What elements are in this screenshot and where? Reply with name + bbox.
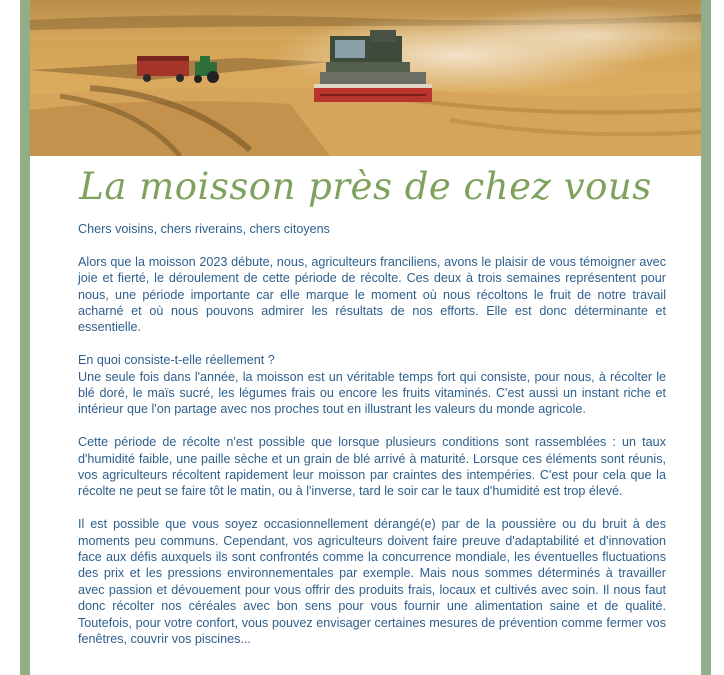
- page-title: La moisson près de chez vous: [79, 165, 652, 208]
- document-content: [30, 0, 701, 675]
- conditions-paragraph: Cette période de récolte n'est possible que lorsque plusieurs conditions sont rassemblées : un taux d'humidité faible, une paille sèche et un grain de blé arrivé à maturité. Lorsque ces éléments sont réunis, vos agriculteurs récoltent rapidement leur moisson par craintes des intempéries. C'est pour cela que la récolte ne peut se faire tôt le matin, ou à l'inverse, tard le soir car le taux d'humidité est trop élevé.: [78, 435, 666, 499]
- greeting-paragraph: Chers voisins, chers riverains, chers citoyens: [78, 222, 330, 236]
- answer-paragraph: Une seule fois dans l'année, la moisson est un véritable temps fort qui consiste, pour nous, à récolter le blé doré, le maïs sucré, les légumes frais ou encore les fruits vitaminés. C'est aussi un instant riche et intérieur que l'on partage avec nos proches tout en illustrant les valeurs du monde agricole.: [78, 369, 666, 417]
- question-heading: En quoi consiste-t-elle réellement ?: [78, 353, 275, 368]
- intro-paragraph: Alors que la moisson 2023 débute, nous, agriculteurs franciliens, avons le plaisir de vous témoigner avec joie et fierté, le déroulement de cette période de récolte. Ces deux à trois semaines représentent pour nous, une période importante car elle marque le moment où nous récoltons le fruit de notre travail acharné et où nous pouvons admirer les résultats de nos efforts. Elle est donc déterminante et essentielle.: [78, 254, 666, 335]
- letter-body: [78, 221, 666, 664]
- disturbance-paragraph: Il est possible que vous soyez occasionnellement dérangé(e) par de la poussière ou du bruit à des moments peu communs. Cependant, vos agriculteurs doivent faire preuve d'adaptabilité et d'innovation face aux défis auxquels ils sont confrontés comme la concurrence mondiale, les éventuelles fluctuations des prix et les pressions environnementales par exemple. Mais nous sommes déterminés à travailler avec passion et dévouement pour vous offrir des produits frais, locaux et cultivés avec soin. Il nous faut donc récolter nos céréales avec bon sens pour vous fournir une alimentation saine et de qualité. Toutefois, pour votre confort, vous pouvez envisager certaines mesures de prévention comme fermer vos fenêtres, couvrir vos piscines...: [78, 517, 666, 647]
- harvest-banner-image: [30, 0, 701, 156]
- wheat-harvest-combine-photo: [30, 0, 701, 156]
